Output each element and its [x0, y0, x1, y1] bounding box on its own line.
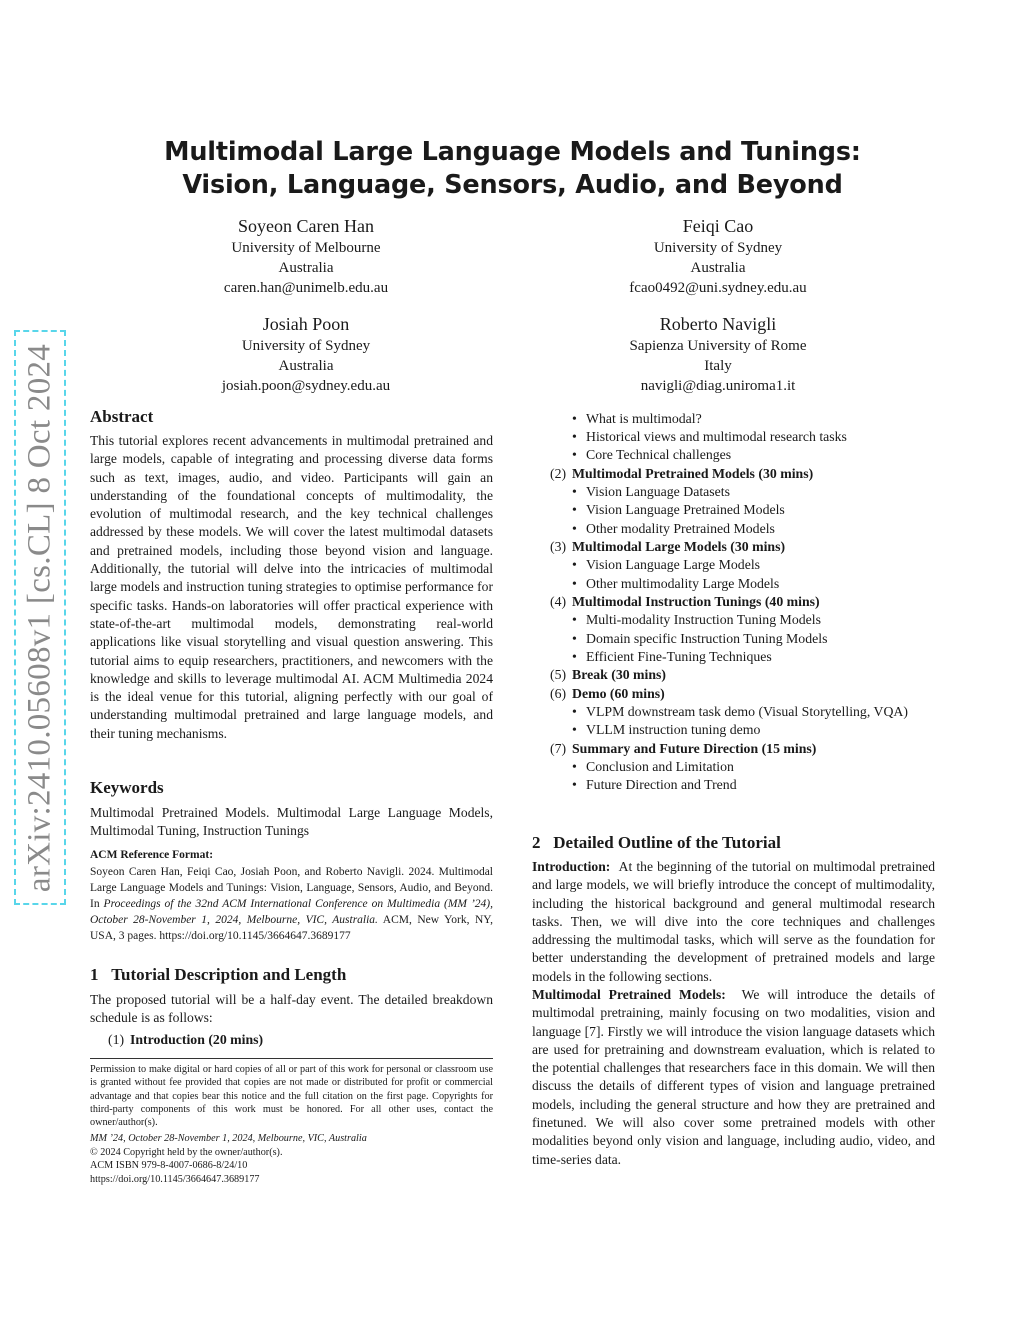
bullet-icon: • [572, 411, 577, 426]
bullet-icon: • [572, 521, 577, 536]
list-item [572, 611, 821, 629]
footnote-isbn: ACM ISBN 979-8-4007-0686-8/24/10 [90, 1160, 248, 1171]
bullet-icon: • [572, 722, 577, 737]
author-name: Roberto Navigli [659, 314, 777, 334]
acm-reference-venue: Proceedings of the 32nd ACM International Conference on Multimedia (MM ’24), October 28-November 1, 2024, Melbourne, VIC, Australia. [90, 898, 493, 926]
schedule-label: Introduction (20 mins) [130, 1032, 264, 1047]
list-item-text: Vision Language Large Models [586, 557, 761, 572]
list-item-text: Domain specific Instruction Tuning Models [586, 631, 828, 646]
author-block [538, 312, 898, 396]
author-block [538, 214, 898, 298]
list-item [572, 758, 734, 776]
bullet-icon: • [572, 631, 577, 646]
schedule-item [550, 538, 785, 556]
paper-title [90, 136, 935, 202]
author-affiliation: Sapienza University of Rome [629, 338, 807, 354]
section-2-number: 2 [532, 833, 541, 852]
intro-label: Introduction: [532, 859, 611, 874]
footnote-permission: Permission to make digital or hard copies of all or part of this work for personal or classroom use is granted without fee provided that copies are not made or distributed for profit or commercial advantage and that copies bear this notice and the full citation on the first page. Copyrights for third-party components of this work must be honored. For all other uses, contact the owner/author(s). [90, 1064, 493, 1129]
author-block [126, 312, 486, 396]
bullet-icon: • [572, 704, 577, 719]
schedule-label: Multimodal Large Models (30 mins) [572, 539, 786, 554]
section-2-heading [532, 833, 781, 853]
author-name: Soyeon Caren Han [238, 216, 374, 236]
section-1-heading [90, 965, 346, 985]
author-email[interactable]: caren.han@unimelb.edu.au [223, 280, 389, 296]
schedule-item [550, 593, 820, 611]
author-block [126, 214, 486, 298]
section-2-title: Detailed Outline of the Tutorial [553, 833, 781, 852]
footnote-doi[interactable]: https://doi.org/10.1145/3664647.3689177 [90, 1174, 260, 1185]
list-item [572, 703, 908, 721]
bullet-icon: • [572, 484, 577, 499]
schedule-item [550, 465, 813, 483]
list-item [572, 428, 847, 446]
schedule-item [550, 666, 666, 684]
bullet-icon: • [572, 429, 577, 444]
author-country: Italy [704, 358, 732, 374]
bullet-icon: • [572, 557, 577, 572]
schedule-number: (7) [550, 741, 567, 756]
section-2-intro [532, 858, 935, 986]
bullet-icon: • [572, 502, 577, 517]
section-2-mpm [532, 986, 935, 1169]
acm-reference-heading: ACM Reference Format: [90, 849, 214, 861]
abstract-heading: Abstract [90, 407, 154, 426]
footnote-venue: MM ’24, October 28-November 1, 2024, Melbourne, VIC, Australia [90, 1133, 367, 1144]
arxiv-id: arXiv:2410.05608v1 [cs.CL] 8 Oct 2024 [21, 343, 58, 892]
mpm-label: Multimodal Pretrained Models: [532, 987, 726, 1002]
title-line-1: Multimodal Large Language Models and Tunings: [164, 137, 861, 167]
acm-reference-publisher: ACM, New York, NY, USA, 3 pages. https://doi.org/10.1145/3664647.3689177 [90, 914, 493, 942]
list-item [572, 446, 731, 464]
list-item [572, 483, 730, 501]
list-item-text: Core Technical challenges [586, 447, 732, 462]
list-item-text: Historical views and multimodal research tasks [586, 429, 847, 444]
schedule-number: (3) [550, 539, 567, 554]
bullet-icon: • [572, 447, 577, 462]
section-1-number: 1 [90, 965, 99, 984]
section-1-text: The proposed tutorial will be a half-day event. The detailed breakdown schedule is as follows: [90, 992, 493, 1026]
acm-reference [90, 864, 493, 944]
mpm-text: We will introduce the details of multimodal pretraining, mainly focusing on two modalities, vision and language [7]. Firstly we will introduce the vision language datasets which are used for pretraining and downstream evaluation, which is related to the potential challenges that researchers face in this domain. We will then discuss the details of different types of vision and language pretrained models, including the general structure and how they are pretrained and finetuned. We will also cover some pretrained models with other modalities beyond only vision and language, including audio, video, and time-series data. [532, 987, 935, 1167]
list-item-text: Conclusion and Limitation [586, 759, 734, 774]
list-item [572, 501, 785, 519]
abstract-text: This tutorial explores recent advancements in multimodal pretrained and large models, capable of integrating and processing diverse data forms such as text, images, audio, and video. Participants will gain an understanding of the foundational concepts of multimodality, the evolution of multimodal research, and the key technical challenges addressed by these models. We will cover the latest multimodal datasets and pretrained models, including those beyond vision and language. Additionally, the tutorial will delve into the intricacies of multimodal large models and instruction tuning strategies to optimise performance for specific tasks. Hands-on laboratories will offer practical experience with state-of-the-art multimodal models, demonstrating real-world applications like visual storytelling and visual question answering. This tutorial aims to equip researchers, practitioners, and newcomers with the knowledge and skills to leverage multimodal AI. ACM Multimedia 2024 is the ideal venue for this tutorial, aligning perfectly with our goal of understanding multimodal pretrained and large language models, and their tuning mechanisms. [90, 433, 493, 741]
bullet-icon: • [572, 777, 577, 792]
list-item [572, 556, 760, 574]
list-item [572, 648, 772, 666]
schedule-item [108, 1031, 263, 1049]
arxiv-stamp [14, 330, 66, 905]
schedule-number: (6) [550, 686, 567, 701]
author-country: Australia [690, 260, 746, 276]
schedule-item [550, 740, 816, 758]
author-name: Josiah Poon [262, 314, 350, 334]
list-item-text: What is multimodal? [586, 411, 702, 426]
author-name: Feiqi Cao [682, 216, 754, 236]
author-email[interactable]: fcao0492@uni.sydney.edu.au [629, 280, 807, 296]
list-item [572, 630, 827, 648]
keywords-text: Multimodal Pretrained Models. Multimodal Large Language Models, Multimodal Tuning, Instruction Tunings [90, 805, 493, 839]
footnote-copyright: © 2024 Copyright held by the owner/author(s). [90, 1147, 283, 1158]
author-affiliation: University of Sydney [241, 338, 371, 354]
list-item-text: VLLM instruction tuning demo [586, 722, 761, 737]
schedule-label: Break (30 mins) [572, 667, 667, 682]
author-country: Australia [278, 358, 334, 374]
keywords-heading: Keywords [90, 778, 164, 797]
schedule-label: Demo (60 mins) [572, 686, 665, 701]
list-item-text: Vision Language Datasets [586, 484, 730, 499]
schedule-number: (5) [550, 667, 567, 682]
list-item-text: VLPM downstream task demo (Visual Storytelling, VQA) [586, 704, 908, 719]
title-line-2: Vision, Language, Sensors, Audio, and Beyond [182, 170, 843, 200]
bullet-icon: • [572, 759, 577, 774]
intro-text: At the beginning of the tutorial on multimodal pretrained and large models, we will briefly introduce the concept of multimodality, including the historical background and general multimodal research tasks. Then, we will dive into the core techniques and challenges addressing the multimodal tasks, which will serve as the foundation for better understanding the development of pretrained models and large models in the following sections. [532, 859, 935, 984]
schedule-label: Summary and Future Direction (15 mins) [572, 741, 817, 756]
list-item-text: Other modality Pretrained Models [586, 521, 775, 536]
bullet-icon: • [572, 576, 577, 591]
schedule-number: (2) [550, 466, 567, 481]
schedule-number: (1) [108, 1032, 125, 1047]
schedule-item [550, 685, 665, 703]
list-item [572, 410, 702, 428]
author-affiliation: University of Melbourne [231, 240, 381, 256]
schedule-number: (4) [550, 594, 567, 609]
list-item-text: Multi-modality Instruction Tuning Models [586, 612, 821, 627]
footnote-divider [90, 1058, 493, 1059]
list-item [572, 520, 775, 538]
list-item [572, 721, 760, 739]
author-email[interactable]: josiah.poon@sydney.edu.au [221, 378, 391, 394]
schedule-label: Multimodal Instruction Tunings (40 mins) [572, 594, 820, 609]
list-item-text: Efficient Fine-Tuning Techniques [586, 649, 772, 664]
list-item-text: Other multimodality Large Models [586, 576, 780, 591]
author-affiliation: University of Sydney [653, 240, 783, 256]
author-country: Australia [278, 260, 334, 276]
list-item [572, 575, 779, 593]
acm-reference-authors: Soyeon Caren Han, Feiqi Cao, Josiah Poon, and Roberto Navigli. 2024. Multimodal Large Language Models and Tunings: Vision, Language, Sensors, Audio, and Beyond. In [90, 866, 493, 910]
list-item-text: Future Direction and Trend [586, 777, 737, 792]
section-1-title: Tutorial Description and Length [111, 965, 347, 984]
bullet-icon: • [572, 612, 577, 627]
list-item [572, 776, 737, 794]
list-item-text: Vision Language Pretrained Models [586, 502, 785, 517]
schedule-label: Multimodal Pretrained Models (30 mins) [572, 466, 814, 481]
bullet-icon: • [572, 649, 577, 664]
author-email[interactable]: navigli@diag.uniroma1.it [640, 378, 796, 394]
